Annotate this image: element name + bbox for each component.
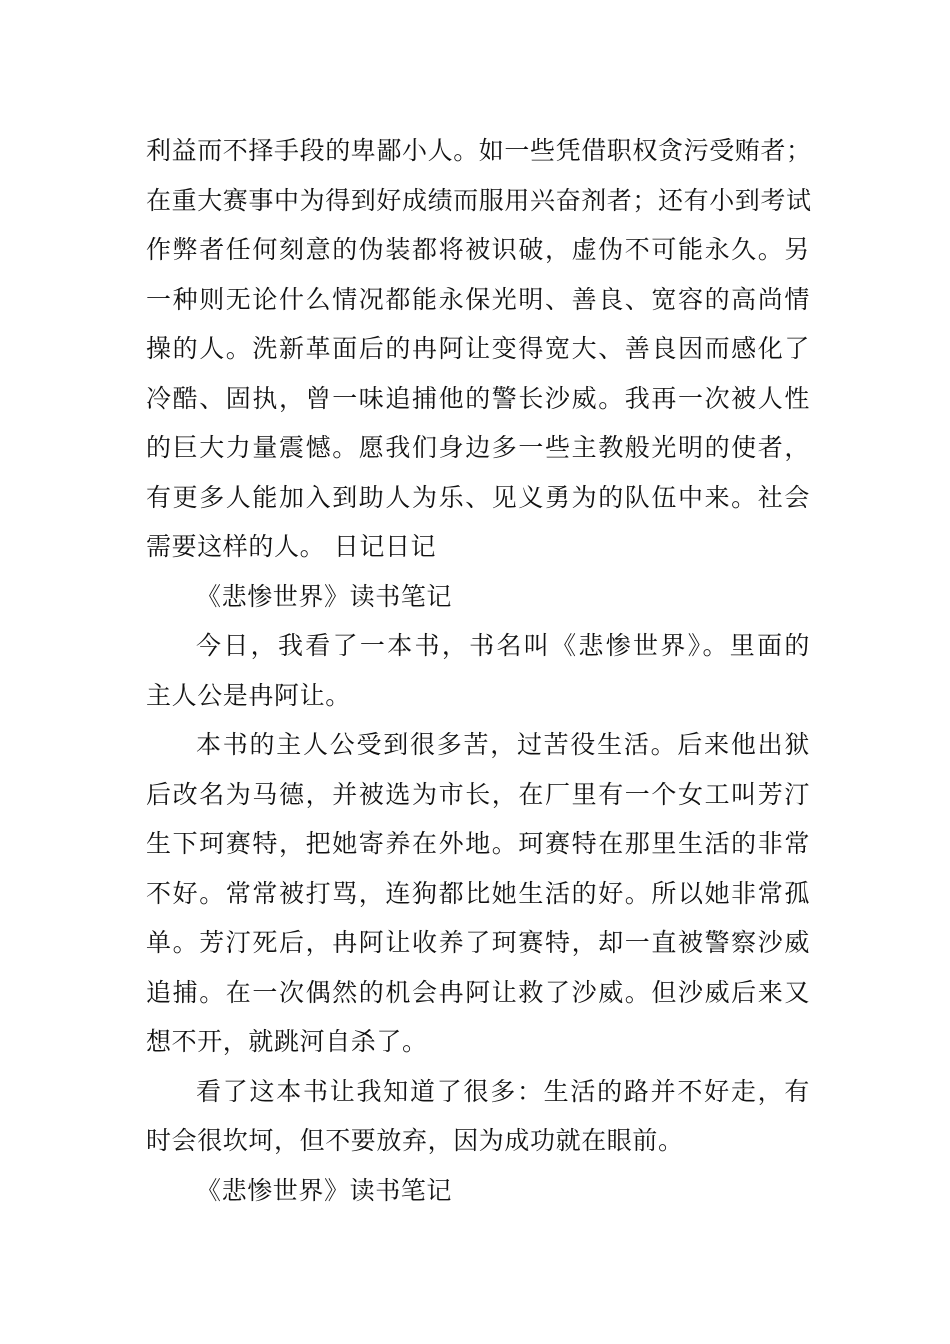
text-line: 有更多人能加入到助人为乐、见义勇为的队伍中来。社会 — [146, 482, 810, 512]
text-line: 追捕。在一次偶然的机会冉阿让救了沙威。但沙威后来又 — [146, 977, 810, 1007]
text-line: 作弊者任何刻意的伪装都将被识破，虚伪不可能永久。另 — [146, 235, 810, 264]
text-line: 单。芳汀死后，冉阿让收养了珂赛特，却一直被警察沙威 — [146, 928, 810, 957]
text-line: 一种则无论什么情况都能永保光明、善良、宽容的高尚情 — [146, 284, 810, 314]
text-line: 不好。常常被打骂，连狗都比她生活的好。所以她非常孤 — [146, 878, 810, 908]
text-line: 时会很坎坷，但不要放弃，因为成功就在眼前。 — [146, 1126, 684, 1155]
text-line: 今日，我看了一本书，书名叫《悲惨世界》。里面的 — [196, 631, 810, 660]
section-title: 《悲惨世界》读书笔记 — [196, 1175, 453, 1205]
text-line: 需要这样的人。 日记日记 — [146, 532, 437, 561]
text-line: 想不开，就跳河自杀了。 — [146, 1027, 428, 1056]
text-line: 利益而不择手段的卑鄙小人。如一些凭借职权贪污受贿者； — [146, 136, 812, 165]
text-line: 冷酷、固执，曾一味追捕他的警长沙威。我再一次被人性 — [146, 383, 810, 413]
text-line: 看了这本书让我知道了很多：生活的路并不好走，有 — [196, 1076, 810, 1106]
text-line: 的巨大力量震憾。愿我们身边多一些主教般光明的使者， — [146, 433, 810, 462]
text-line: 生下珂赛特，把她寄养在外地。珂赛特在那里生活的非常 — [146, 829, 810, 858]
text-line: 在重大赛事中为得到好成绩而服用兴奋剂者；还有小到考试 — [146, 185, 812, 215]
text-line: 本书的主人公受到很多苦，过苦役生活。后来他出狱 — [196, 730, 810, 759]
section-title: 《悲惨世界》读书笔记 — [196, 581, 453, 611]
text-line: 主人公是冉阿让。 — [146, 680, 351, 710]
text-line: 后改名为马德，并被选为市长，在厂里有一个女工叫芳汀 — [146, 779, 810, 809]
document-body — [146, 126, 810, 1215]
text-line: 操的人。洗新革面后的冉阿让变得宽大、善良因而感化了 — [146, 334, 810, 363]
